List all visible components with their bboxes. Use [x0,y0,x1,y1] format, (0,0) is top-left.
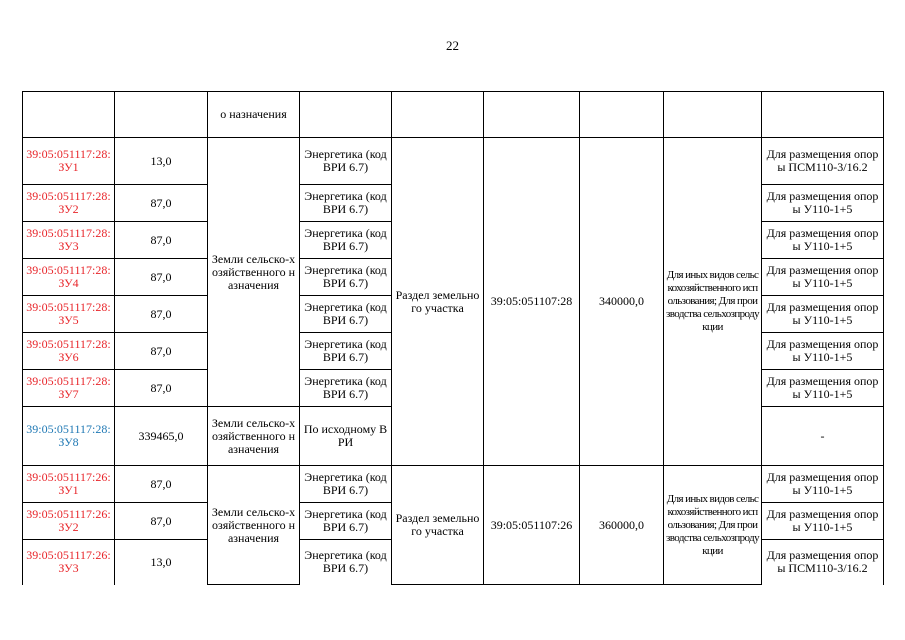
parcel-id-cell: 39:05:051117:28:ЗУ1 [23,138,115,185]
parcel-id-cell: 39:05:051117:26:ЗУ2 [23,503,115,540]
area-cell: 87,0 [115,185,208,222]
area-cell: 339465,0 [115,407,208,466]
method-cell: Раздел земельного участка [392,138,484,466]
area-cell: 13,0 [115,540,208,585]
land-category-cell: Земли сельско-хозяйственного назначения [208,138,300,407]
vri-cell: Энергетика (код ВРИ 6.7) [300,185,392,222]
parcel-id-cell: 39:05:051117:28:ЗУ2 [23,185,115,222]
source-use-cell: Для иных видов сельскохозяйственного использования; Для производства сельхозпродукции [664,466,762,585]
parcel-id-cell: 39:05:051117:28:ЗУ4 [23,259,115,296]
purpose-cell: Для размещения опоры У110-1+5 [762,222,884,259]
parcel-id-cell: 39:05:051117:28:ЗУ6 [23,333,115,370]
land-category-cell: Земли сельско-хозяйственного назначения [208,466,300,585]
parcel-id-cell: 39:05:051117:28:ЗУ5 [23,296,115,333]
parcel-id-cell: 39:05:051117:26:ЗУ1 [23,466,115,503]
vri-cell: Энергетика (код ВРИ 6.7) [300,259,392,296]
purpose-cell: Для размещения опоры У110-1+5 [762,333,884,370]
land-category-cell: Земли сельско-хозяйственного назначения [208,407,300,466]
area-cell: 87,0 [115,296,208,333]
purpose-cell: Для размещения опоры ПСМ110-3/16.2 [762,138,884,185]
parcel-id-cell: 39:05:051117:28:ЗУ7 [23,370,115,407]
purpose-cell: - [762,407,884,466]
purpose-cell: Для размещения опоры У110-1+5 [762,185,884,222]
source-area-cell: 360000,0 [580,466,664,585]
area-cell: 87,0 [115,222,208,259]
vri-cell: Энергетика (код ВРИ 6.7) [300,466,392,503]
area-cell: 13,0 [115,138,208,185]
vri-cell: Энергетика (код ВРИ 6.7) [300,222,392,259]
page-number: 22 [446,38,459,53]
table-row [23,138,884,185]
continuation-row [23,92,884,138]
parcel-id-cell: 39:05:051117:28:ЗУ3 [23,222,115,259]
cell [392,92,484,138]
cell [300,92,392,138]
cell [664,92,762,138]
vri-cell: Энергетика (код ВРИ 6.7) [300,540,392,585]
vri-cell: Энергетика (код ВРИ 6.7) [300,138,392,185]
area-cell: 87,0 [115,333,208,370]
cell [115,92,208,138]
source-cadastral-cell: 39:05:051107:26 [484,466,580,585]
vri-cell: По исходному ВРИ [300,407,392,466]
vri-cell: Энергетика (код ВРИ 6.7) [300,333,392,370]
purpose-cell: Для размещения опоры У110-1+5 [762,466,884,503]
method-cell: Раздел земельного участка [392,466,484,585]
cell [484,92,580,138]
purpose-cell: Для размещения опоры У110-1+5 [762,370,884,407]
area-cell: 87,0 [115,370,208,407]
parcel-id-cell: 39:05:051117:26:ЗУ3 [23,540,115,585]
cell [23,92,115,138]
purpose-cell: Для размещения опоры У110-1+5 [762,259,884,296]
purpose-cell: Для размещения опоры У110-1+5 [762,503,884,540]
parcel-id-cell: 39:05:051117:28:ЗУ8 [23,407,115,466]
source-area-cell: 340000,0 [580,138,664,466]
land-category-cell: о назначения [208,92,300,138]
area-cell: 87,0 [115,259,208,296]
vri-cell: Энергетика (код ВРИ 6.7) [300,370,392,407]
cell [580,92,664,138]
area-cell: 87,0 [115,466,208,503]
source-use-cell: Для иных видов сельскохозяйственного использования; Для производства сельхозпродукции [664,138,762,466]
source-cadastral-cell: 39:05:051107:28 [484,138,580,466]
purpose-cell: Для размещения опоры У110-1+5 [762,296,884,333]
area-cell: 87,0 [115,503,208,540]
land-parcels-table [22,91,884,585]
vri-cell: Энергетика (код ВРИ 6.7) [300,503,392,540]
table-row [23,466,884,503]
vri-cell: Энергетика (код ВРИ 6.7) [300,296,392,333]
cell [762,92,884,138]
purpose-cell: Для размещения опоры ПСМ110-3/16.2 [762,540,884,585]
